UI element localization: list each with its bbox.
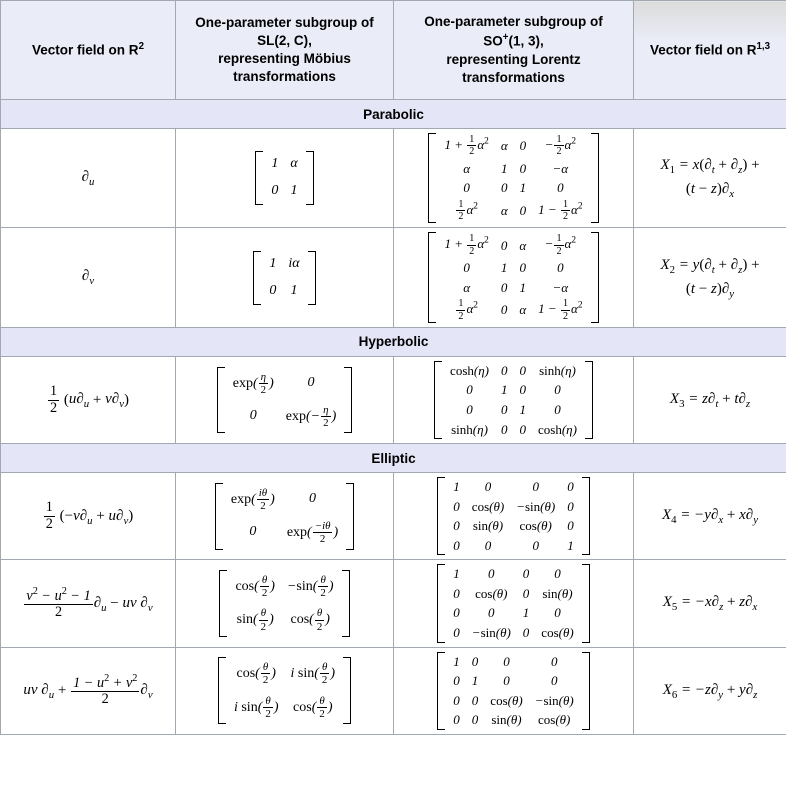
bracket-left (218, 657, 226, 724)
bracket-left (428, 232, 436, 322)
matrix-sl2c: exp( $\frac{i\theta}{2}$ ) 0 0 exp( $\frac{-i\theta}{2}$ ) (215, 483, 354, 550)
cell-vector-field-r13: $X_3 = z\partial_t + t\partial_z$ (634, 356, 786, 443)
cell-vector-field-r2: $\frac{1}{2}$ $(u\partial_u + v\partial_v)$ (1, 356, 176, 443)
bracket-right (591, 232, 599, 322)
matrix-sl2c: cos( $\frac{\theta}{2}$ ) i sin( $\frac{\theta}{2}$ ) i sin( $\frac{\theta}{2}$ ) cos( $\frac{\theta}{2}$ ) (218, 657, 351, 724)
table-row (1, 228, 786, 327)
table-header-row (1, 1, 786, 100)
section-label: Parabolic (1, 100, 786, 129)
header-line-2 (400, 31, 627, 51)
bracket-right (591, 133, 599, 223)
cell-vector-field-r13: $X_5 = -x\partial_z + z\partial_x$ (634, 560, 786, 647)
bracket-right (306, 151, 314, 205)
cell-vector-field-r2: $\frac{v^2 - u^2 - 1}{2}$ $\partial_u$ − uv $\partial_v$ (1, 560, 176, 647)
matrix-sl2c: 1 iα 0 1 (253, 251, 315, 305)
bracket-right (308, 251, 316, 305)
cell-sl2c-matrix (176, 129, 394, 228)
header-line-1: One-parameter subgroup of (195, 14, 374, 30)
matrix-so13: 1 0 0 0 0 cos(θ) −sin(θ) 0 0 sin(θ) cos(θ) 0 0 0 0 1 (437, 477, 589, 555)
cell-sl2c-matrix (176, 228, 394, 327)
cell-vector-field-r2: $\partial_v$ (1, 228, 176, 327)
header-vector-field-r13 (634, 1, 786, 100)
table-row (1, 647, 786, 734)
table-row (1, 473, 786, 560)
header-line-4: transformations (233, 69, 336, 85)
matrix-sl2c: 1 α 0 1 (255, 151, 313, 205)
header-sl2c (176, 1, 394, 100)
matrix-so13: 1 0 0 0 0 1 0 0 0 0 cos(θ) −sin(θ) 0 0 sin(θ) cos(θ) (437, 652, 589, 730)
section-row-elliptic (1, 444, 786, 473)
cell-vector-field-r2: $\frac{1}{2}$ $(-v\partial_u + u\partial_v)$ (1, 473, 176, 560)
section-row-hyperbolic (1, 327, 786, 356)
header-text: Vector field on R (32, 42, 139, 58)
bracket-right (582, 652, 590, 730)
cell-sl2c-matrix (176, 647, 394, 734)
section-row-parabolic (1, 100, 786, 129)
header-so-text: SO (483, 33, 503, 49)
cell-vector-field-r2: $\partial_u$ (1, 129, 176, 228)
header-vector-field-r2 (1, 1, 176, 100)
cell-so13-matrix (394, 647, 634, 734)
matrix-so13: 1 + $\frac{1}{2}$ $\alpha^2$ 0 α − $\frac{1}{2}$ $\alpha^2$ 0 1 0 0 α 0 1 −α $\frac{1}{2}$ $\alpha^2$ 0 α 1 − $\frac{1}{2}$ $\alpha^2$ (428, 232, 598, 322)
cell-vector-field-r13: $X_6 = -z\partial_y + y\partial_z$ (634, 647, 786, 734)
cell-vector-field-r2: uv $\partial_u$ + $\frac{1 - u^2 + v^2}{2}$ $\partial_v$ (1, 647, 176, 734)
header-so-sup: + (502, 32, 509, 44)
bracket-right (342, 570, 350, 637)
cell-so13-matrix (394, 473, 634, 560)
bracket-right (343, 657, 351, 724)
bracket-right (346, 483, 354, 550)
bracket-right (344, 367, 352, 434)
cell-vector-field-r13: $X_1 = x(\partial_t + \partial_z)$ + $(t - z)\partial_x$ (634, 129, 786, 228)
cell-so13-matrix (394, 228, 634, 327)
header-line-4: transformations (462, 69, 565, 85)
cell-sl2c-matrix (176, 356, 394, 443)
bracket-right (585, 361, 593, 439)
header-line-1: One-parameter subgroup of (424, 13, 603, 29)
cell-so13-matrix (394, 356, 634, 443)
bracket-right (582, 564, 590, 642)
bracket-left (428, 133, 436, 223)
header-line-2: SL(2, C), (257, 32, 312, 48)
header-line-3: representing Lorentz (446, 51, 581, 67)
bracket-right (582, 477, 590, 555)
cell-vector-field-r13: $X_2 = y(\partial_t + \partial_z)$ + $(t - z)\partial_y$ (634, 228, 786, 327)
bracket-left (437, 477, 445, 555)
bracket-left (437, 564, 445, 642)
table-row (1, 129, 786, 228)
header-text: Vector field on R (649, 42, 757, 58)
bracket-left (255, 151, 263, 205)
bracket-left (434, 361, 442, 439)
matrix-so13: 1 + $\frac{1}{2}$ $\alpha^2$ α 0 − $\frac{1}{2}$ $\alpha^2$ α 1 0 −α 0 0 1 0 $\frac{1}{2}$ $\alpha^2$ α 0 1 − $\frac{1}{2}$ $\alpha^2$ (428, 133, 598, 223)
bracket-left (253, 251, 261, 305)
cell-sl2c-matrix (176, 560, 394, 647)
cell-vector-field-r13: $X_4 = -y\partial_x + x\partial_y$ (634, 473, 786, 560)
section-label: Hyperbolic (1, 327, 786, 356)
header-so13 (394, 1, 634, 100)
header-sup: 1,3 (756, 41, 771, 53)
section-label: Elliptic (1, 444, 786, 473)
bracket-left (215, 483, 223, 550)
cell-sl2c-matrix (176, 473, 394, 560)
header-line-3: representing Möbius (218, 51, 351, 66)
bracket-left (217, 367, 225, 434)
matrix-sl2c: cos( $\frac{\theta}{2}$ ) −sin( $\frac{\theta}{2}$ ) sin( $\frac{\theta}{2}$ ) cos( $\frac{\theta}{2}$ ) (219, 570, 349, 637)
table-row (1, 560, 786, 647)
cell-so13-matrix (394, 129, 634, 228)
bracket-left (219, 570, 227, 637)
header-sup: 2 (138, 41, 144, 53)
matrix-so13: cosh(η) 0 0 sinh(η) 0 1 0 0 0 0 1 0 sinh(η) 0 0 cosh(η) (434, 361, 593, 439)
table-row (1, 356, 786, 443)
bracket-left (437, 652, 445, 730)
matrix-sl2c: exp( $\frac{\eta}{2}$ ) 0 0 exp(− $\frac{\eta}{2}$ ) (217, 367, 352, 434)
matrix-so13: 1 0 0 0 0 cos(θ) 0 sin(θ) 0 0 1 0 0 −sin(θ) 0 cos(θ) (437, 564, 589, 642)
cell-so13-matrix (394, 560, 634, 647)
header-so-args: (1, 3), (508, 33, 544, 49)
